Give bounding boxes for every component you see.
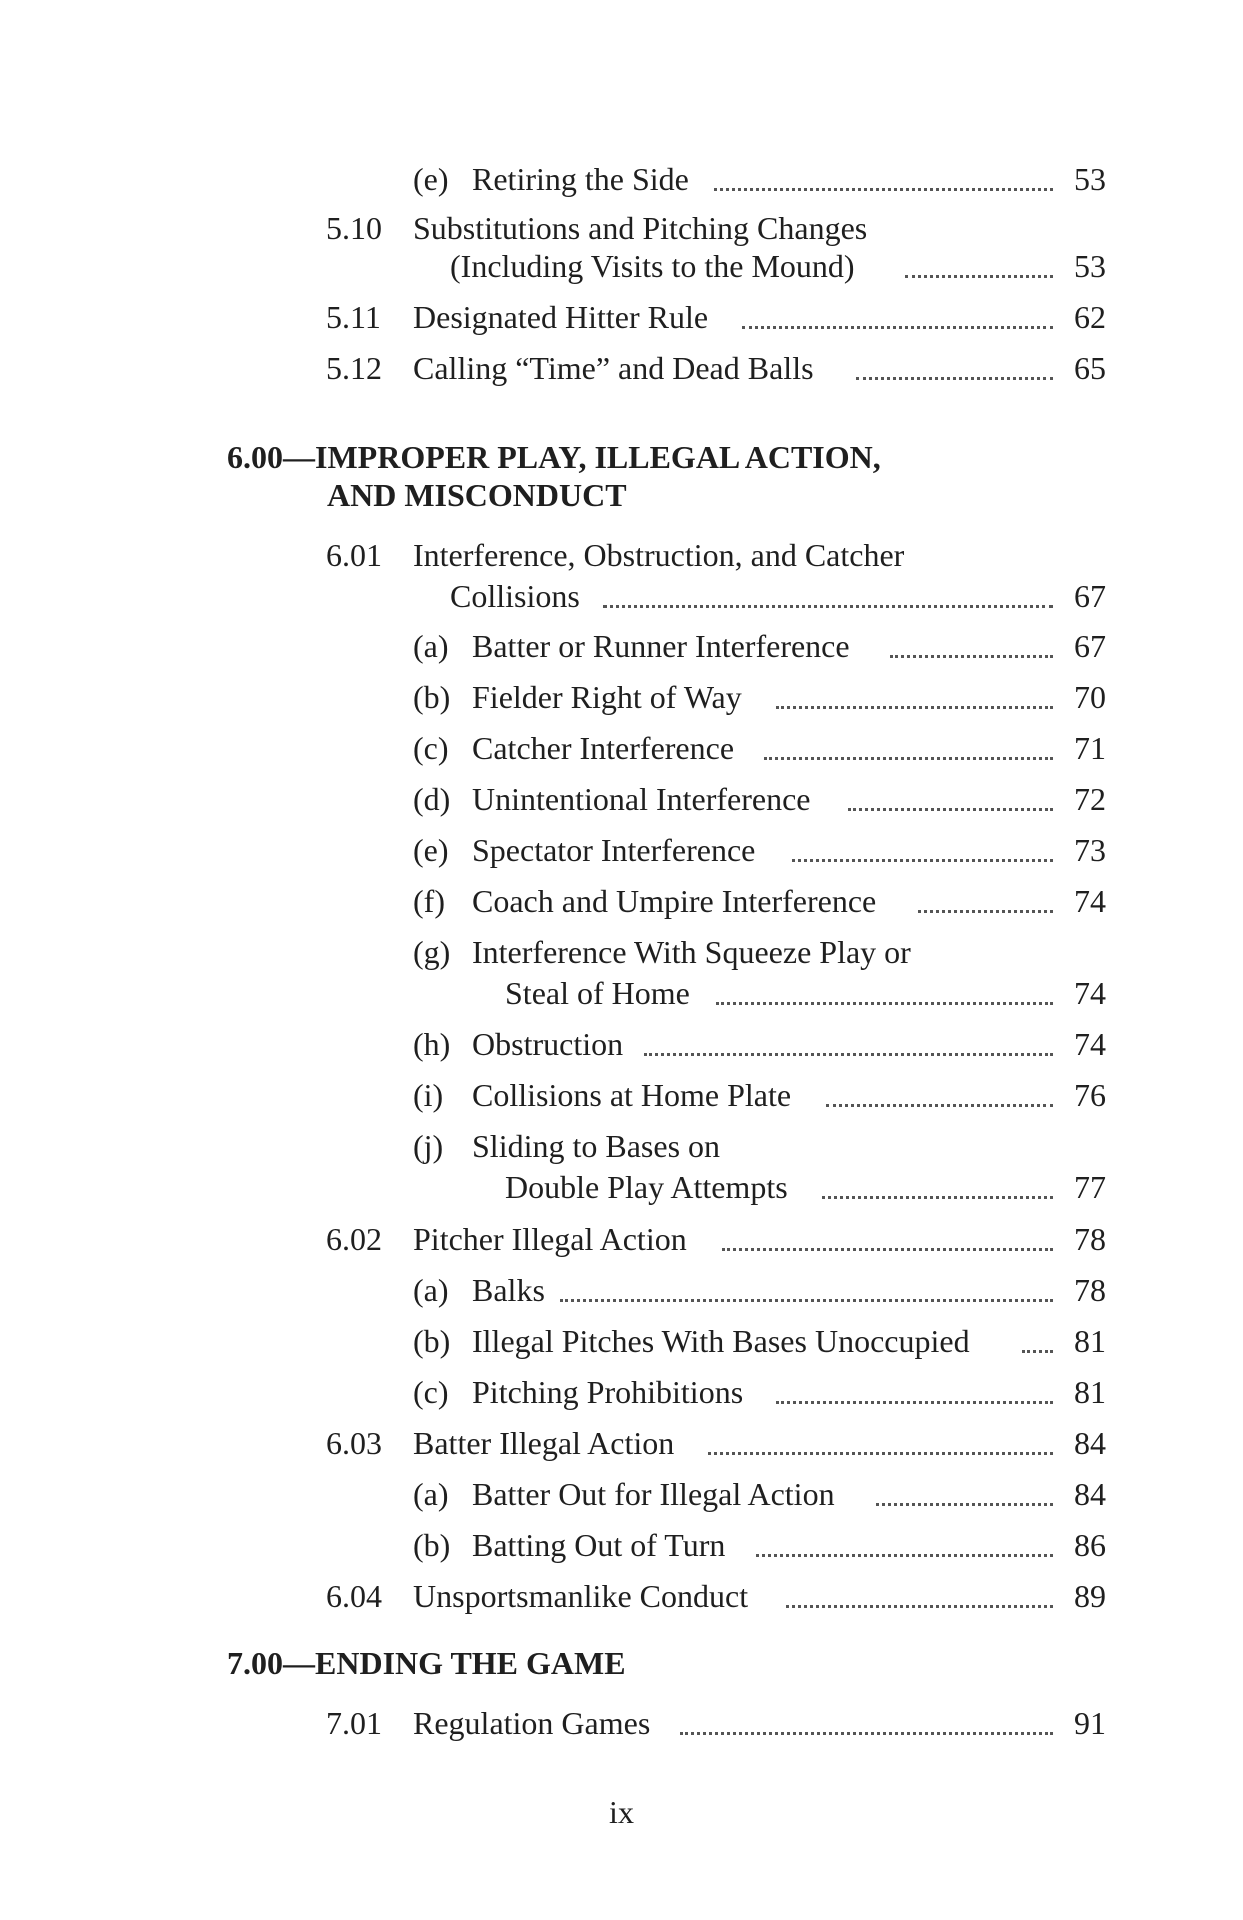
dot-leader: [722, 1248, 1053, 1251]
page-number: 72: [1074, 781, 1106, 817]
dot-leader: [890, 655, 1053, 658]
entry-title: Retiring the Side: [472, 161, 689, 197]
page-number: 67: [1074, 628, 1106, 664]
page-number: 84: [1074, 1425, 1106, 1461]
entry-title: Unsportsmanlike Conduct: [413, 1578, 749, 1614]
toc-entry: [0, 1523, 1243, 1567]
section-heading-7: 7.00—ENDING THE GAME: [227, 1645, 626, 1681]
toc-entry: [0, 726, 1243, 770]
entry-title: Batter or Runner Interference: [472, 628, 850, 664]
dot-leader: [714, 188, 1053, 191]
toc-entry-continued: [0, 244, 1243, 288]
entry-letter: (j): [413, 1128, 444, 1164]
entry-title: Collisions at Home Plate: [472, 1077, 792, 1113]
entry-title-continued: Steal of Home: [505, 975, 690, 1011]
entry-letter: (d): [413, 781, 451, 817]
page-number: 84: [1074, 1476, 1106, 1512]
dot-leader: [756, 1554, 1053, 1557]
entry-title: Fielder Right of Way: [472, 679, 742, 715]
entry-title: Calling “Time” and Dead Balls: [413, 350, 814, 386]
entry-title: Illegal Pitches With Bases Unoccupied: [472, 1323, 970, 1359]
page-number: 53: [1074, 161, 1106, 197]
dot-leader: [876, 1503, 1053, 1506]
entry-letter: (e): [413, 161, 449, 197]
folio-page-number: ix: [609, 1794, 634, 1830]
toc-entry: [0, 1022, 1243, 1066]
toc-entry: [0, 533, 1243, 577]
toc-entry: [0, 930, 1243, 974]
page-number: 89: [1074, 1578, 1106, 1614]
dot-leader: [603, 605, 1053, 608]
entry-title: Pitching Prohibitions: [472, 1374, 744, 1410]
entry-title: Sliding to Bases on: [472, 1128, 721, 1164]
toc-entry: [0, 295, 1243, 339]
entry-title: Interference, Obstruction, and Catcher: [413, 537, 905, 573]
toc-entry: [0, 1124, 1243, 1168]
dot-leader: [680, 1732, 1053, 1735]
toc-entry: [0, 1701, 1243, 1745]
dot-leader: [822, 1196, 1053, 1199]
rule-number: 6.04: [326, 1578, 382, 1614]
entry-letter: (i): [413, 1077, 444, 1113]
entry-title: Batting Out of Turn: [472, 1527, 726, 1563]
entry-title-continued: Double Play Attempts: [505, 1169, 788, 1205]
dot-leader: [826, 1104, 1053, 1107]
entry-letter: (c): [413, 730, 449, 766]
toc-entry: [0, 1217, 1243, 1261]
page-number: 70: [1074, 679, 1106, 715]
entry-letter: (g): [413, 934, 451, 970]
page-number: 76: [1074, 1077, 1106, 1113]
dot-leader: [708, 1452, 1053, 1455]
entry-letter: (b): [413, 1323, 451, 1359]
entry-title: Spectator Interference: [472, 832, 756, 868]
toc-entry: [0, 1268, 1243, 1312]
entry-title: Obstruction: [472, 1026, 624, 1062]
toc-entry-continued: [0, 574, 1243, 618]
dot-leader: [1022, 1350, 1053, 1353]
entry-letter: (a): [413, 1272, 449, 1308]
dot-leader: [918, 910, 1053, 913]
page-number: 65: [1074, 350, 1106, 386]
page-number: 74: [1074, 975, 1106, 1011]
entry-letter: (c): [413, 1374, 449, 1410]
toc-entry: [0, 1421, 1243, 1465]
dot-leader: [848, 808, 1053, 811]
section-heading-line1: 6.00—IMPROPER PLAY, ILLEGAL ACTION,: [227, 439, 881, 475]
entry-title: Regulation Games: [413, 1705, 651, 1741]
page-number: 81: [1074, 1323, 1106, 1359]
entry-letter: (b): [413, 679, 451, 715]
entry-title-continued: (Including Visits to the Mound): [450, 248, 855, 284]
page-number: 67: [1074, 578, 1106, 614]
entry-title: Pitcher Illegal Action: [413, 1221, 687, 1257]
page-number: 81: [1074, 1374, 1106, 1410]
toc-entry: [0, 1319, 1243, 1363]
rule-number: 5.11: [326, 299, 381, 335]
entry-title: Batter Illegal Action: [413, 1425, 675, 1461]
toc-entry: [0, 1574, 1243, 1618]
entry-title: Interference With Squeeze Play or: [472, 934, 911, 970]
toc-entry: [0, 1073, 1243, 1117]
entry-title: Designated Hitter Rule: [413, 299, 709, 335]
entry-letter: (b): [413, 1527, 451, 1563]
entry-letter: (a): [413, 1476, 449, 1512]
page-number: 86: [1074, 1527, 1106, 1563]
dot-leader: [560, 1299, 1053, 1302]
dot-leader: [742, 326, 1053, 329]
toc-entry: [0, 828, 1243, 872]
dot-leader: [905, 275, 1053, 278]
entry-title: Batter Out for Illegal Action: [472, 1476, 835, 1512]
rule-number: 6.02: [326, 1221, 382, 1257]
toc-entry: [0, 675, 1243, 719]
page-number: 74: [1074, 883, 1106, 919]
page-number: 77: [1074, 1169, 1106, 1205]
entry-letter: (a): [413, 628, 449, 664]
toc-entry: [0, 1370, 1243, 1414]
toc-entry: [0, 346, 1243, 390]
dot-leader: [792, 859, 1053, 862]
dot-leader: [764, 757, 1053, 760]
rule-number: 5.12: [326, 350, 382, 386]
dot-leader: [786, 1605, 1053, 1608]
entry-title: Unintentional Interference: [472, 781, 811, 817]
page-number: 53: [1074, 248, 1106, 284]
page-number: 74: [1074, 1026, 1106, 1062]
section-heading-6: [227, 438, 881, 513]
toc-entry: [0, 624, 1243, 668]
rule-number: 6.01: [326, 537, 382, 573]
entry-letter: (f): [413, 883, 445, 919]
dot-leader: [776, 706, 1053, 709]
entry-title: Substitutions and Pitching Changes: [413, 210, 868, 246]
rule-number: 6.03: [326, 1425, 382, 1461]
entry-title: Balks: [472, 1272, 545, 1308]
entry-letter: (h): [413, 1026, 451, 1062]
toc-entry: [0, 879, 1243, 923]
page-number: 78: [1074, 1221, 1106, 1257]
toc-entry: [0, 157, 1243, 201]
dot-leader: [644, 1053, 1053, 1056]
page-number: 73: [1074, 832, 1106, 868]
toc-entry-continued: [0, 1165, 1243, 1209]
dot-leader: [776, 1401, 1053, 1404]
section-heading-line2: AND MISCONDUCT: [327, 477, 627, 513]
toc-entry: [0, 1472, 1243, 1516]
rule-number: 7.01: [326, 1705, 382, 1741]
page-number: 71: [1074, 730, 1106, 766]
dot-leader: [716, 1002, 1053, 1005]
toc-entry-continued: [0, 971, 1243, 1015]
dot-leader: [856, 377, 1053, 380]
entry-title-continued: Collisions: [450, 578, 580, 614]
page-number: 91: [1074, 1705, 1106, 1741]
page-number: 78: [1074, 1272, 1106, 1308]
rule-number: 5.10: [326, 210, 382, 246]
toc-entry: [0, 777, 1243, 821]
page-number: 62: [1074, 299, 1106, 335]
entry-title: Coach and Umpire Interference: [472, 883, 877, 919]
entry-letter: (e): [413, 832, 449, 868]
entry-title: Catcher Interference: [472, 730, 735, 766]
